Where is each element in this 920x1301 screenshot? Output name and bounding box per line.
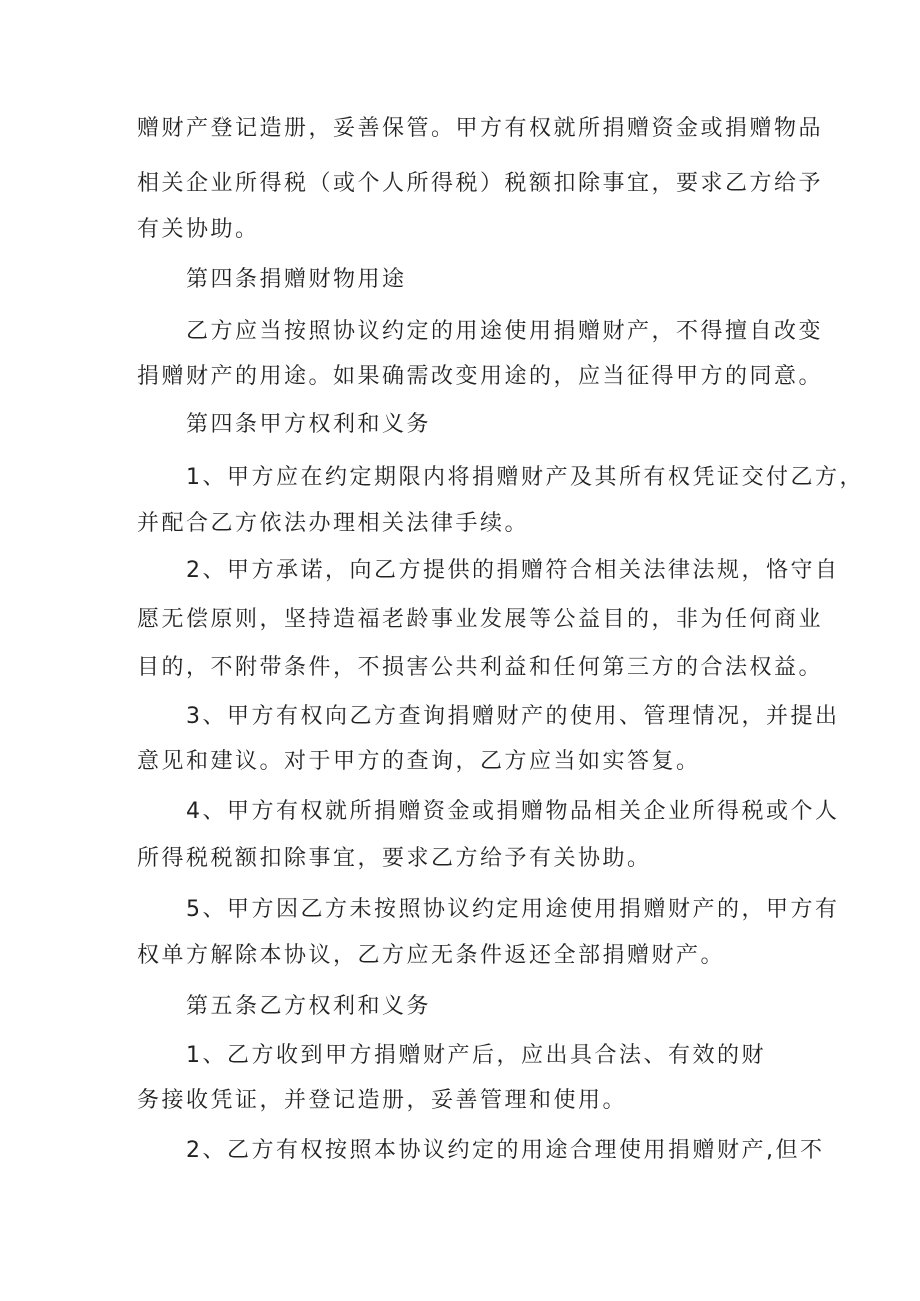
text-line-10: 2、甲方承诺，向乙方提供的捐赠符合相关法律法规，恪守自	[186, 558, 840, 583]
text-line-3: 有关协助。	[137, 217, 260, 242]
text-line-18: 权单方解除本协议，乙方应无条件返还全部捐赠财产。	[137, 943, 726, 968]
text-line-2: 相关企业所得税（或个人所得税）税额扣除事宜，要求乙方给予	[137, 171, 824, 196]
text-line-5: 乙方应当按照协议约定的用途使用捐赠财产，不得擅自改变	[186, 319, 824, 344]
text-line-8: 1、甲方应在约定期限内将捐赠财产及其所有权凭证交付乙方，	[186, 465, 864, 490]
section-heading-5-party-b: 第五条乙方权利和义务	[186, 994, 432, 1019]
text-line-1: 赠财产登记造册，妥善保管。甲方有权就所捐赠资金或捐赠物品	[137, 116, 824, 141]
section-heading-4-party-a: 第四条甲方权利和义务	[186, 412, 432, 437]
text-line-12: 目的，不附带条件，不损害公共利益和任何第三方的合法权益。	[137, 655, 824, 680]
text-line-20: 1、乙方收到甲方捐赠财产后，应出具合法、有效的财	[186, 1043, 766, 1068]
text-line-17: 5、甲方因乙方未按照协议约定用途使用捐赠财产的，甲方有	[186, 897, 840, 922]
text-line-15: 4、甲方有权就所捐赠资金或捐赠物品相关企业所得税或个人	[186, 799, 840, 824]
text-line-14: 意见和建议。对于甲方的查询，乙方应当如实答复。	[137, 749, 701, 774]
text-line-6: 捐赠财产的用途。如果确需改变用途的，应当征得甲方的同意。	[137, 364, 824, 389]
section-heading-4-use: 第四条捐赠财物用途	[186, 267, 407, 292]
text-line-21: 务接收凭证，并登记造册，妥善管理和使用。	[137, 1088, 628, 1113]
text-line-22: 2、乙方有权按照本协议约定的用途合理使用捐赠财产,但不	[186, 1138, 825, 1163]
text-line-16: 所得税税额扣除事宜，要求乙方给予有关协助。	[137, 846, 652, 871]
text-line-13: 3、甲方有权向乙方查询捐赠财产的使用、管理情况，并提出	[186, 704, 840, 729]
text-line-9: 并配合乙方依法办理相关法律手续。	[137, 511, 530, 536]
text-line-11: 愿无偿原则，坚持造福老龄事业发展等公益目的，非为任何商业	[137, 607, 824, 632]
